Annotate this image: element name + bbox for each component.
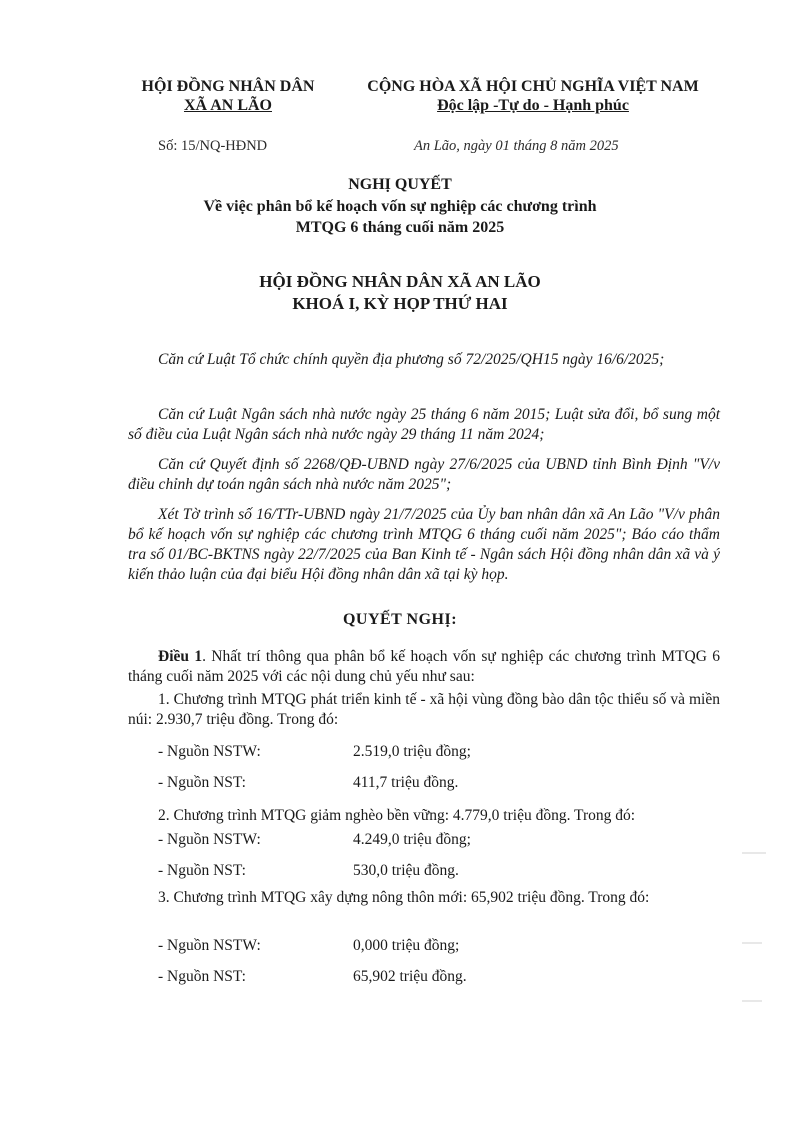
section-2-row-nst xyxy=(158,862,459,880)
source-amount: 530,0 triệu đồng. xyxy=(353,862,459,879)
issuing-body-commune xyxy=(128,97,328,115)
source-amount: 4.249,0 triệu đồng; xyxy=(353,831,471,848)
document-number: Số: 15/NQ-HĐND xyxy=(158,138,268,154)
section-3-row-nst xyxy=(158,968,467,986)
document-type-title: NGHỊ QUYẾT xyxy=(348,176,452,193)
place-date: An Lão, ngày 01 tháng 8 năm 2025 xyxy=(414,138,619,154)
section-3-row-nstw xyxy=(158,937,460,955)
source-label: - Nguồn NST: xyxy=(158,774,246,791)
document-subject-line1: Về việc phân bổ kế hoạch vốn sự nghiệp các chương trình xyxy=(203,198,597,215)
preamble-basis-1: Căn cứ Luật Tổ chức chính quyền địa phương số 72/2025/QH15 ngày 16/6/2025; xyxy=(158,351,665,368)
decision-heading: QUYẾT NGHỊ: xyxy=(342,611,458,628)
source-label: - Nguồn NSTW: xyxy=(158,743,261,760)
preamble-consideration: Xét Tờ trình số 16/TTr-UBND ngày 21/7/2025 của Ủy ban nhân dân xã An Lão "V/v phân bổ kế hoạch vốn sự nghiệp các chương trình MTQG 6 tháng cuối năm 2025"; Báo cáo thẩm tra số 01/BC-BKTNS ngày 22/7/2025 của Ban Kinh tế - Ngân sách Hội đồng nhân dân xã và ý kiến thảo luận của đại biểu Hội đồng nhân dân xã tại kỳ họp. xyxy=(128,506,720,583)
national-motto-text: Độc lập -Tự do - Hạnh phúc xyxy=(437,97,629,114)
section-1-row-nst xyxy=(158,774,459,792)
section-2-text: 2. Chương trình MTQG giảm nghèo bền vững: 4.779,0 triệu đồng. Trong đó: xyxy=(158,807,636,824)
national-title: CỘNG HÒA XÃ HỘI CHỦ NGHĨA VIỆT NAM xyxy=(367,78,699,95)
source-amount: 411,7 triệu đồng. xyxy=(353,774,459,791)
article-1-text: . Nhất trí thông qua phân bổ kế hoạch vốn sự nghiệp các chương trình MTQG 6 tháng cuối năm 2025 với các nội dung chủ yếu như sau: xyxy=(128,648,721,685)
council-name: HỘI ĐỒNG NHÂN DÂN XÃ AN LÃO xyxy=(259,272,541,291)
scan-artifact xyxy=(742,942,762,944)
preamble-basis-3: Căn cứ Quyết định số 2268/QĐ-UBND ngày 27/6/2025 của UBND tỉnh Bình Định "V/v điều chỉnh dự toán ngân sách nhà nước năm 2025"; xyxy=(128,456,720,493)
article-1-label: Điều 1 xyxy=(158,648,203,665)
article-1 xyxy=(128,647,720,687)
source-amount: 2.519,0 triệu đồng; xyxy=(353,743,471,760)
document-subject-line2: MTQG 6 tháng cuối năm 2025 xyxy=(295,219,505,236)
preamble-basis-2: Căn cứ Luật Ngân sách nhà nước ngày 25 tháng 6 năm 2015; Luật sửa đổi, bổ sung một số điều của Luật Ngân sách nhà nước ngày 29 tháng 11 năm 2024; xyxy=(128,406,720,443)
national-motto xyxy=(346,97,720,115)
source-label: - Nguồn NST: xyxy=(158,862,246,879)
issuing-body-name: HỘI ĐỒNG NHÂN DÂN xyxy=(141,78,315,95)
section-2-row-nstw xyxy=(158,831,471,849)
section-1-row-nstw xyxy=(158,743,471,761)
source-amount: 65,902 triệu đồng. xyxy=(353,968,467,985)
section-3-text: 3. Chương trình MTQG xây dựng nông thôn mới: 65,902 triệu đồng. Trong đó: xyxy=(158,889,650,906)
source-label: - Nguồn NST: xyxy=(158,968,246,985)
scan-artifact xyxy=(742,852,766,854)
issuing-body-commune-text: XÃ AN LÃO xyxy=(183,97,272,114)
council-session: KHOÁ I, KỲ HỌP THỨ HAI xyxy=(292,294,508,313)
section-1-text: 1. Chương trình MTQG phát triển kinh tế - xã hội vùng đồng bào dân tộc thiểu số và miền núi: 2.930,7 triệu đồng. Trong đó: xyxy=(128,691,720,728)
source-amount: 0,000 triệu đồng; xyxy=(353,937,460,954)
scan-artifact xyxy=(742,1000,762,1002)
source-label: - Nguồn NSTW: xyxy=(158,831,261,848)
source-label: - Nguồn NSTW: xyxy=(158,937,261,954)
